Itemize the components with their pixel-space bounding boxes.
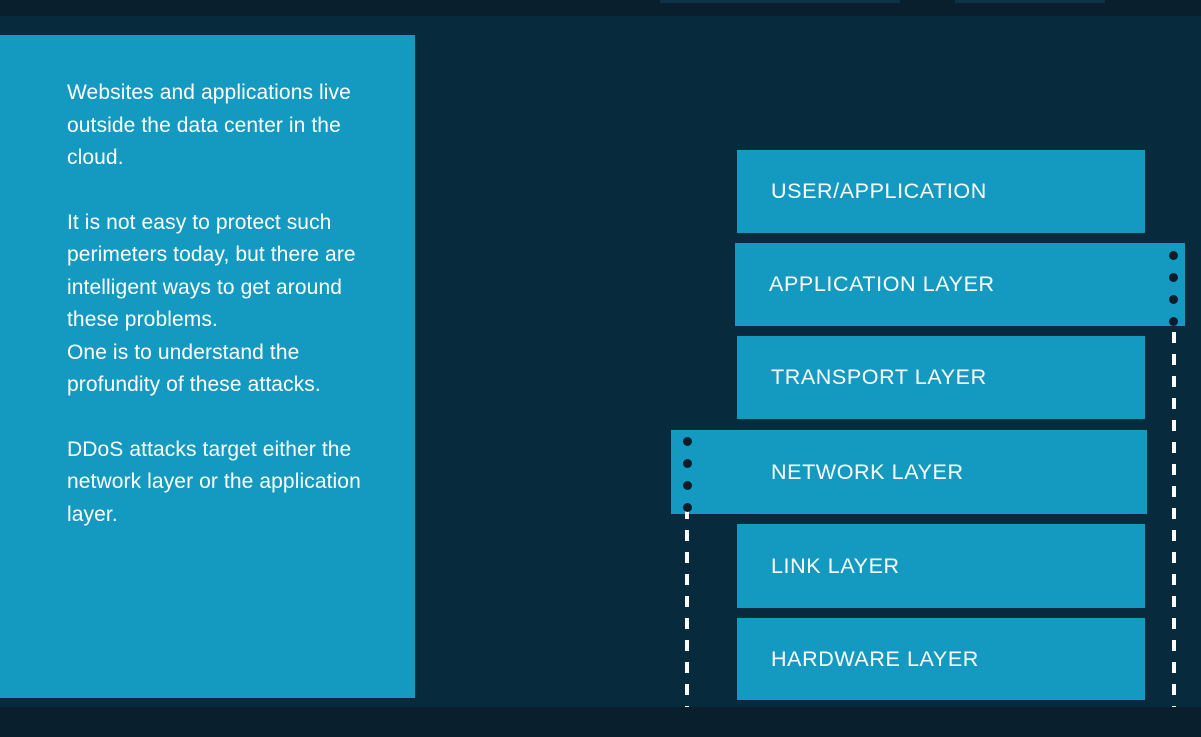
layer-label-application-layer: APPLICATION LAYER <box>769 272 995 296</box>
text-paragraph-3: DDoS attacks target either the network layer or the application layer. <box>67 437 361 526</box>
layer-label-link-layer: LINK LAYER <box>771 553 900 578</box>
connector-line-application <box>1172 332 1176 737</box>
top-accent-line-right <box>955 0 1105 3</box>
layer-label-user-application: USER/APPLICATION <box>771 179 987 203</box>
layer-box-link-layer <box>737 524 1145 608</box>
text-panel <box>0 35 415 698</box>
layer-box-transport-layer <box>737 336 1145 419</box>
layer-label-network-layer: NETWORK LAYER <box>771 459 964 484</box>
bottom-band <box>0 707 1201 737</box>
layer-box-hardware-layer <box>737 618 1145 700</box>
layer-box-user-application <box>737 150 1145 233</box>
text-paragraph-2b: One is to understand the profundity of these attacks. <box>67 340 321 396</box>
connector-dots-network <box>683 437 692 525</box>
top-accent-line-left <box>660 0 900 3</box>
text-paragraph-1: Websites and applications live outside the data center in the cloud. <box>67 81 351 169</box>
paragraph-spacer-2 <box>67 402 375 434</box>
layer-label-hardware-layer: HARDWARE LAYER <box>771 646 979 671</box>
connector-dots-application <box>1169 251 1178 339</box>
layer-label-transport-layer: TRANSPORT LAYER <box>771 365 987 389</box>
text-paragraph-2a: It is not easy to protect such perimeters today, but there are intelligent ways to get around these problems. <box>67 210 356 331</box>
connector-line-network <box>685 508 689 737</box>
layer-box-network-layer <box>671 430 1147 514</box>
layer-box-application-layer <box>735 243 1185 326</box>
paragraph-spacer <box>67 175 375 207</box>
